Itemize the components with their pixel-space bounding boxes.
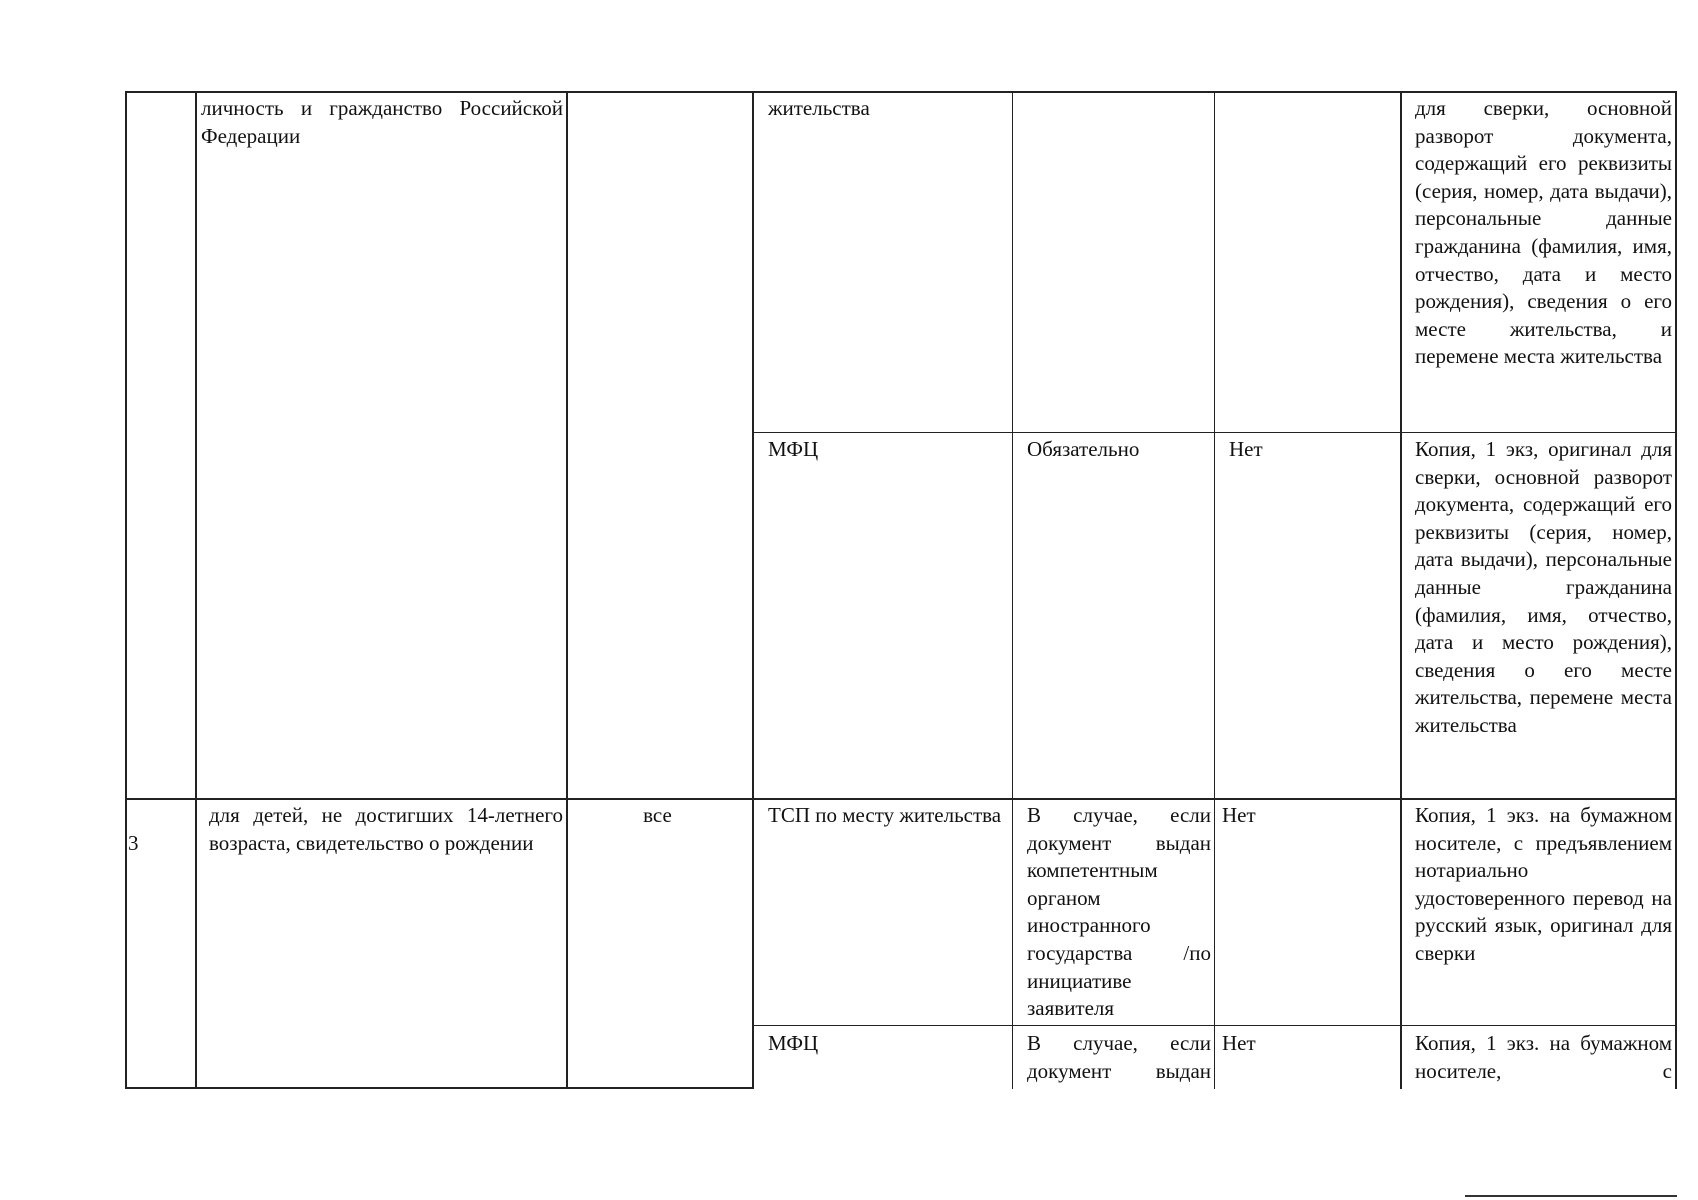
form-cont-b: Копия, 1 экз, оригинал для сверки, основной разворот документа, содержащий его реквизиты (серия, номер, дата выдачи), персональные данные гражданина (фамилия, имя, отчество, дата и место рождения), сведения о его месте жительства, перемене места жительства — [1415, 437, 1672, 737]
subrow-divider-2 — [752, 1025, 1677, 1026]
place-cont-b: МФЦ — [768, 437, 819, 461]
row-divider — [125, 798, 1677, 800]
doc-name-continued: личность и гражданство Российской Федерации — [201, 96, 563, 148]
condition-3a: В случае, если документ выдан компетентным органом иностранного государства /по инициативе заявителя — [1027, 803, 1211, 1021]
col-border-1 — [195, 91, 197, 1089]
table-top-border — [125, 91, 1677, 93]
row-number: 3 — [128, 831, 139, 855]
form-3a: Копия, 1 экз. на бумажном носителе, с предъявлением нотариально удостоверенного перевод на русский язык, оригинал для сверки — [1415, 803, 1672, 965]
required-cont-b: Нет — [1229, 437, 1263, 461]
col-border-2 — [566, 91, 568, 1089]
place-3a: ТСП по месту жительства — [768, 803, 1002, 827]
table-bottom-left — [125, 1087, 754, 1089]
required-3a: Нет — [1222, 803, 1256, 827]
col-border-6 — [1400, 91, 1402, 1089]
condition-3b: В случае, если документ выдан — [1027, 1031, 1211, 1083]
footer-rule — [1465, 1195, 1677, 1197]
col-border-5 — [1214, 91, 1215, 1089]
col-border-3 — [752, 91, 754, 1089]
place-cont-a: жительства — [768, 96, 870, 120]
form-3b: Копия, 1 экз. на бумажном носителе, с — [1415, 1031, 1672, 1083]
col-border-4 — [1012, 91, 1013, 1089]
required-3b: Нет — [1222, 1031, 1256, 1055]
place-3b: МФЦ — [768, 1031, 819, 1055]
col-border-0 — [125, 91, 127, 1089]
condition-cont-b: Обязательно — [1027, 437, 1140, 461]
col-border-7 — [1675, 91, 1677, 1089]
category: все — [643, 803, 672, 827]
doc-name-birth-certificate: для детей, не достигших 14-летнего возраста, свидетельство о рождении — [209, 803, 563, 855]
subrow-divider-1 — [752, 432, 1677, 433]
form-cont-a: для сверки, основной разворот документа, содержащий его реквизиты (серия, номер, дата выдачи), персональные данные гражданина (фамилия, имя, отчество, дата и место рождения), сведения о его месте жительства, и перемене места жительства — [1415, 96, 1672, 369]
